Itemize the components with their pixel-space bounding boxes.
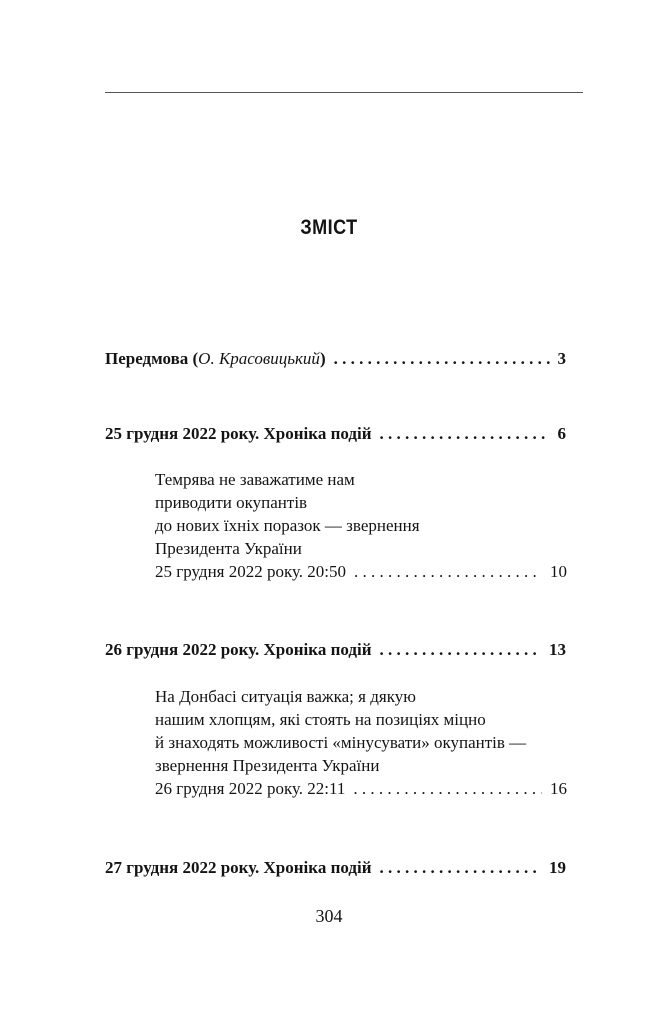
toc-page-number: 3 — [557, 349, 566, 368]
toc-entry-label: 27 грудня 2022 року. Хроніка подій — [105, 858, 372, 877]
toc-entry-line: нашим хлопцям, які стоять на позиціях міцно — [155, 710, 486, 729]
toc-entry-line: до нових їхніх поразок — звернення — [155, 516, 420, 535]
toc-entry-line: й знаходять можливості «мінусувати» окупантів — — [155, 733, 527, 752]
toc-entry-label: 25 грудня 2022 року. Хроніка подій — [105, 424, 372, 443]
toc-entry-chronicle-25 — [105, 422, 566, 445]
toc-entry-line: На Донбасі ситуація важка; я дякую — [155, 687, 416, 706]
toc-entry-date: 25 грудня 2022 року. 20:50 — [155, 562, 347, 581]
leader-dots — [380, 638, 542, 661]
toc-entry-address-26 — [155, 685, 567, 800]
toc-page-number: 13 — [549, 640, 566, 659]
leader-dots — [354, 560, 542, 583]
toc-page-number: 19 — [549, 858, 566, 877]
page-title: ЗМІСТ — [300, 216, 358, 239]
top-rule — [105, 92, 583, 93]
toc-entry-address-25 — [155, 468, 567, 583]
toc-entry-date: 26 грудня 2022 року. 22:11 — [155, 779, 346, 798]
toc-page-number: 16 — [550, 779, 567, 798]
leader-dots — [353, 777, 542, 800]
toc-entry-line: Президента України — [155, 539, 302, 558]
toc-entry-chronicle-26 — [105, 638, 566, 661]
toc-page-number: 10 — [550, 562, 567, 581]
toc-entry-chronicle-27 — [105, 856, 566, 879]
leader-dots — [380, 422, 550, 445]
author-name: О. Красовицький — [198, 349, 320, 368]
toc-entry-foreword — [105, 347, 566, 370]
toc-entry-line: приводити окупантів — [155, 493, 308, 512]
leader-dots — [334, 347, 550, 370]
toc-entry-line: звернення Президента України — [155, 756, 380, 775]
toc-page-number: 6 — [557, 424, 566, 443]
leader-dots — [380, 856, 542, 879]
toc-entry-label: Передмова (О. Красовицький) — [105, 349, 326, 368]
page-number: 304 — [315, 906, 343, 926]
toc-entry-line: Темрява не заважатиме нам — [155, 470, 355, 489]
toc-entry-label: 26 грудня 2022 року. Хроніка подій — [105, 640, 372, 659]
